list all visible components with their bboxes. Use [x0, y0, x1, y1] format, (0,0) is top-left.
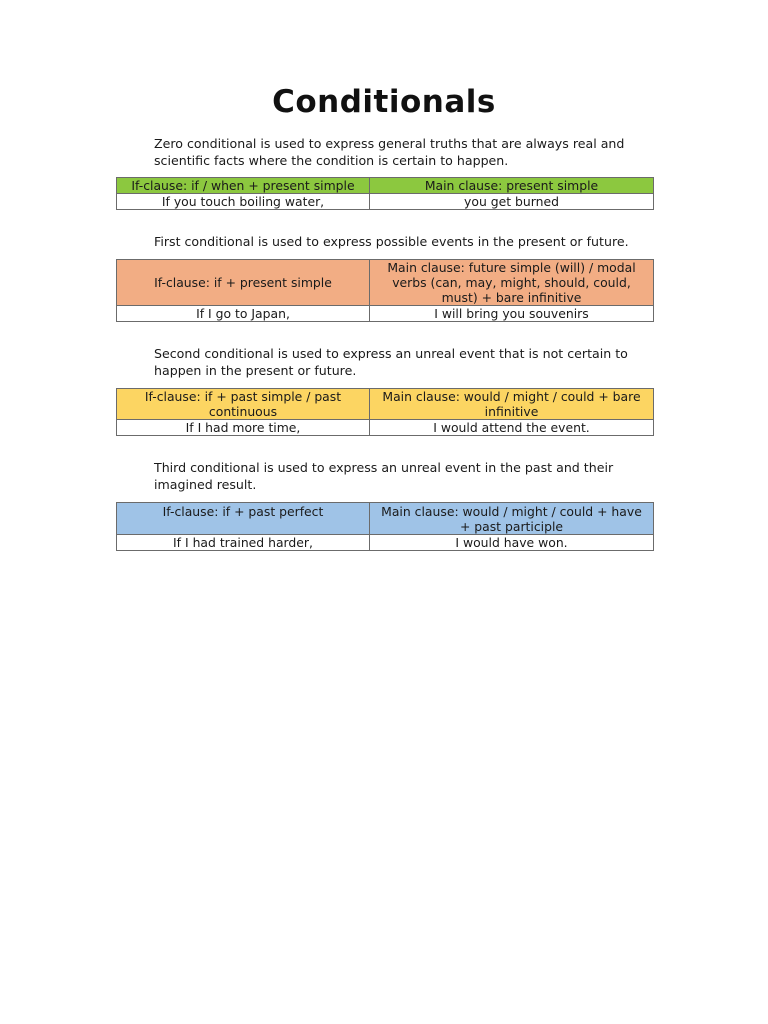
second-conditional-description: Second conditional is used to express an unreal event that is not certain to happen in the present or future.	[154, 346, 628, 378]
main-clause-header: Main clause: present simple	[370, 178, 654, 194]
table-row	[117, 306, 654, 322]
zero-conditional-table	[116, 177, 654, 210]
main-clause-example: I will bring you souvenirs	[370, 306, 654, 322]
table-header-row	[117, 260, 654, 306]
table-row	[117, 420, 654, 436]
second-conditional-table	[116, 388, 654, 436]
first-conditional-table	[116, 259, 654, 322]
table-row	[117, 535, 654, 551]
table-header-row	[117, 389, 654, 420]
if-clause-header: If-clause: if + past simple / past continuous	[117, 389, 370, 420]
table-header-row	[117, 503, 654, 535]
main-clause-example: I would have won.	[370, 535, 654, 551]
main-clause-example: I would attend the event.	[370, 420, 654, 436]
if-clause-example: If you touch boiling water,	[117, 194, 370, 210]
third-conditional-description: Third conditional is used to express an unreal event in the past and their imagined result.	[154, 460, 614, 492]
table-header-row	[117, 178, 654, 194]
if-clause-example: If I go to Japan,	[117, 306, 370, 322]
if-clause-header: If-clause: if / when + present simple	[117, 178, 370, 194]
table-row	[117, 194, 654, 210]
third-conditional-table	[116, 502, 654, 551]
if-clause-example: If I had more time,	[117, 420, 370, 436]
if-clause-header: If-clause: if + past perfect	[117, 503, 370, 535]
main-clause-header: Main clause: would / might / could + have + past participle	[370, 503, 654, 535]
zero-conditional-description: Zero conditional is used to express general truths that are always real and scientific facts where the condition is certain to happen.	[154, 136, 625, 168]
main-clause-header: Main clause: would / might / could + bare infinitive	[370, 389, 654, 420]
page-title: Conditionals	[272, 84, 496, 120]
main-clause-example: you get burned	[370, 194, 654, 210]
if-clause-header: If-clause: if + present simple	[117, 260, 370, 306]
first-conditional-description: First conditional is used to express possible events in the present or future.	[154, 234, 629, 249]
if-clause-example: If I had trained harder,	[117, 535, 370, 551]
main-clause-header: Main clause: future simple (will) / modal verbs (can, may, might, should, could, must) + bare infinitive	[370, 260, 654, 306]
